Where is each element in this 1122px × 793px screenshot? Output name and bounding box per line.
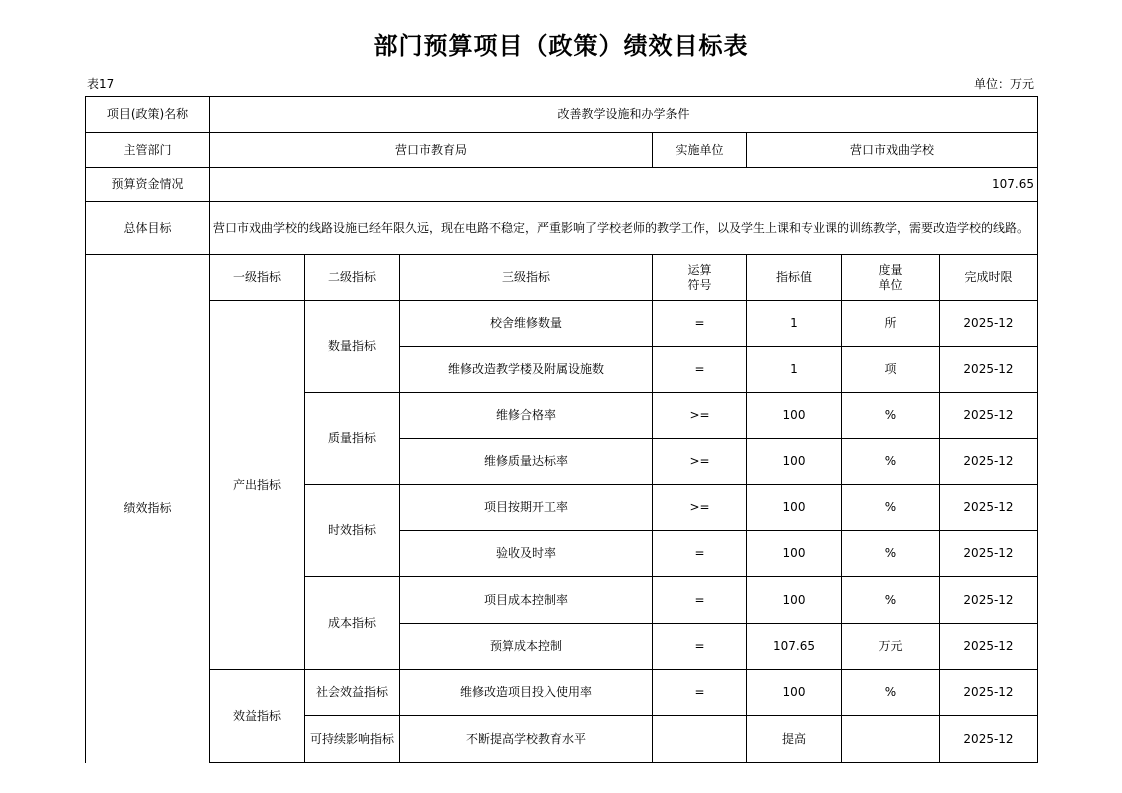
group-cost: 成本指标 bbox=[305, 577, 400, 670]
project-name-value: 改善教学设施和办学条件 bbox=[210, 97, 1038, 133]
row-value: 提高 bbox=[747, 716, 842, 763]
row-unit bbox=[842, 716, 940, 763]
row-l3: 维修质量达标率 bbox=[400, 439, 653, 485]
row-deadline: 2025-12 bbox=[940, 301, 1038, 347]
group-benefit: 效益指标 bbox=[210, 670, 305, 763]
row-unit: % bbox=[842, 670, 940, 716]
project-name-label: 项目(政策)名称 bbox=[86, 97, 210, 133]
row-l3: 维修改造项目投入使用率 bbox=[400, 670, 653, 716]
row-l3: 预算成本控制 bbox=[400, 624, 653, 670]
impl-unit-label: 实施单位 bbox=[653, 133, 747, 168]
unit-label: 单位：万元 bbox=[973, 77, 1034, 91]
row-l3: 维修合格率 bbox=[400, 393, 653, 439]
row-op: >= bbox=[653, 485, 747, 531]
dept-row bbox=[86, 133, 1038, 168]
group-sustain: 可持续影响指标 bbox=[305, 716, 400, 763]
row-value: 100 bbox=[747, 531, 842, 577]
group-quantity: 数量指标 bbox=[305, 301, 400, 393]
impl-unit-value: 营口市戏曲学校 bbox=[747, 133, 1038, 168]
perf-label: 绩效指标 bbox=[86, 255, 210, 763]
row-op: = bbox=[653, 670, 747, 716]
row-deadline: 2025-12 bbox=[940, 347, 1038, 393]
performance-table bbox=[85, 96, 1038, 763]
row-value: 1 bbox=[747, 347, 842, 393]
row-unit: 项 bbox=[842, 347, 940, 393]
goal-value: 营口市戏曲学校的线路设施已经年限久远，现在电路不稳定，严重影响了学校老师的教学工作，以及学生上课和专业课的训练教学，需要改造学校的线路。 bbox=[210, 202, 1038, 255]
row-deadline: 2025-12 bbox=[940, 670, 1038, 716]
row-deadline: 2025-12 bbox=[940, 577, 1038, 624]
row-op bbox=[653, 716, 747, 763]
row-deadline: 2025-12 bbox=[940, 393, 1038, 439]
row-deadline: 2025-12 bbox=[940, 716, 1038, 763]
header-unit: 度量 单位 bbox=[842, 255, 940, 301]
row-unit: % bbox=[842, 485, 940, 531]
project-name-row bbox=[86, 97, 1038, 133]
row-unit: 所 bbox=[842, 301, 940, 347]
budget-row bbox=[86, 168, 1038, 202]
table-row bbox=[86, 301, 1038, 347]
row-deadline: 2025-12 bbox=[940, 485, 1038, 531]
row-unit: 万元 bbox=[842, 624, 940, 670]
goal-label: 总体目标 bbox=[86, 202, 210, 255]
row-op: >= bbox=[653, 439, 747, 485]
row-deadline: 2025-12 bbox=[940, 531, 1038, 577]
page-title: 部门预算项目（政策）绩效目标表 bbox=[373, 31, 749, 60]
row-op: = bbox=[653, 531, 747, 577]
table-row bbox=[86, 670, 1038, 716]
row-op: >= bbox=[653, 393, 747, 439]
row-deadline: 2025-12 bbox=[940, 624, 1038, 670]
budget-label: 预算资金情况 bbox=[86, 168, 210, 202]
row-l3: 项目按期开工率 bbox=[400, 485, 653, 531]
row-l3: 维修改造教学楼及附属设施数 bbox=[400, 347, 653, 393]
row-op: = bbox=[653, 624, 747, 670]
header-deadline: 完成时限 bbox=[940, 255, 1038, 301]
table-number: 表17 bbox=[87, 77, 115, 91]
header-op: 运算 符号 bbox=[653, 255, 747, 301]
dept-label: 主管部门 bbox=[86, 133, 210, 168]
budget-value: 107.65 bbox=[210, 168, 1038, 202]
row-value: 107.65 bbox=[747, 624, 842, 670]
group-time: 时效指标 bbox=[305, 485, 400, 577]
indicator-header-row bbox=[86, 255, 1038, 301]
row-unit: % bbox=[842, 393, 940, 439]
row-l3: 项目成本控制率 bbox=[400, 577, 653, 624]
row-value: 100 bbox=[747, 485, 842, 531]
header-l1: 一级指标 bbox=[210, 255, 305, 301]
row-op: = bbox=[653, 301, 747, 347]
row-l3: 不断提高学校教育水平 bbox=[400, 716, 653, 763]
row-unit: % bbox=[842, 531, 940, 577]
header-l2: 二级指标 bbox=[305, 255, 400, 301]
row-value: 100 bbox=[747, 439, 842, 485]
row-value: 1 bbox=[747, 301, 842, 347]
group-social: 社会效益指标 bbox=[305, 670, 400, 716]
row-value: 100 bbox=[747, 393, 842, 439]
row-value: 100 bbox=[747, 670, 842, 716]
row-l3: 校舍维修数量 bbox=[400, 301, 653, 347]
goal-row bbox=[86, 202, 1038, 255]
header-l3: 三级指标 bbox=[400, 255, 653, 301]
row-op: = bbox=[653, 577, 747, 624]
row-value: 100 bbox=[747, 577, 842, 624]
row-l3: 验收及时率 bbox=[400, 531, 653, 577]
row-op: = bbox=[653, 347, 747, 393]
group-quality: 质量指标 bbox=[305, 393, 400, 485]
header-value: 指标值 bbox=[747, 255, 842, 301]
row-unit: % bbox=[842, 439, 940, 485]
group-output: 产出指标 bbox=[210, 301, 305, 670]
row-unit: % bbox=[842, 577, 940, 624]
row-deadline: 2025-12 bbox=[940, 439, 1038, 485]
dept-value: 营口市教育局 bbox=[210, 133, 653, 168]
